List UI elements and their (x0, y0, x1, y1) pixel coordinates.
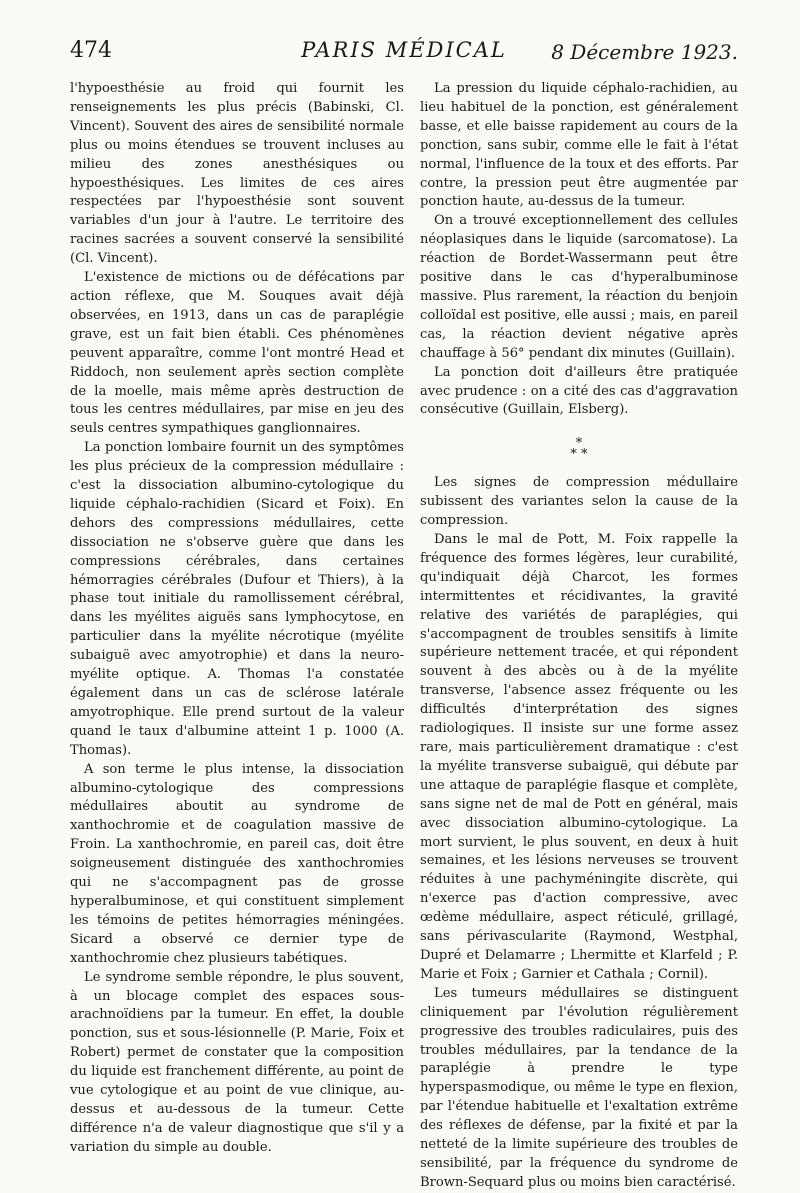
paragraph: La pression du liquide céphalo-rachidien, au lieu habituel de la ponction, est généralement basse, et elle baisse rapidement au cours de la ponction, sans subir, comme elle le fait à l'état normal, l'influence de la toux et des efforts. Par contre, la pression peut être augmentée par ponction haute, au-dessus de la tumeur. (420, 81, 738, 210)
page-header (70, 32, 738, 72)
left-column (70, 80, 404, 1158)
journal-title: PARIS MÉDICAL (301, 38, 507, 62)
paragraph: La ponction doit d'ailleurs être pratiquée avec prudence : on a cité des cas d'aggravation consécutive (Guillain, Elsberg). (420, 364, 738, 418)
right-column (420, 80, 738, 1193)
paragraph: Les signes de compression médullaire subissent des variantes selon la cause de la compression. (420, 475, 738, 529)
issue-date: 8 Décembre 1923. (551, 40, 738, 64)
paragraph: A son terme le plus intense, la dissociation albumino-cytologique des compressions médullaires aboutit au syndrome de xanthochromie et de coagulation massive de Froin. La xanthochromie, en pareil cas, doit être soigneusement distinguée des xanthochromies qui ne s'accompagnent pas de grosse hyperalbuminose, et qui constituent simplement les témoins de petites hémorragies méningées. Sicard a observé ce dernier type de xanthochromie chez plusieurs tabétiques. (70, 761, 404, 966)
paragraph: l'hypoesthésie au froid qui fournit les renseignements les plus précis (Babinski, Cl. Vincent). Souvent des aires de sensibilité normale plus ou moins étendues se trouvent incluses au milieu des zones anesthésiques ou hypoesthésiques. Les limites de ces aires respectées par l'hypoesthésie sont souvent variables d'un jour à l'autre. Le territoire des racines sacrées a souvent conservé la sensibilité (Cl. Vincent). (70, 81, 404, 267)
paragraph: Dans le mal de Pott, M. Foix rappelle la fréquence des formes légères, leur curabilité, qu'indiquait déjà Charcot, les formes intermittentes et récidivantes, la gravité relative des variétés de paraplégies, qui s'accompagnent de troubles sensitifs à limite supérieure nettement tracée, et qui répondent souvent à des abcès ou à de la myélite transverse, l'absence assez fréquente ou les difficultés d'interprétation des signes radiologiques. Il insiste sur une forme assez rare, mais particulièrement dramatique : c'est la myélite transverse subaiguë, qui débute par une attaque de paraplégie flasque et complète, sans signe net de mal de Pott en général, mais avec dissociation albumino-cytologique. La mort survient, le plus souvent, en deux à huit semaines, et les lésions nerveuses se trouvent réduites à une pachyméningite discrète, qui n'exerce pas d'action compressive, avec œdème médullaire, aspect réticulé, grillagé, sans périvascularite (Raymond, Westphal, Dupré et Delamarre ; Lhermitte et Klarfeld ; P. Marie et Foix ; Garnier et Cathala ; Cornil). (420, 532, 738, 982)
section-separator (420, 436, 738, 463)
separator-top: * (575, 436, 583, 452)
paragraph: On a trouvé exceptionnellement des cellules néoplasiques dans le liquide (sarcomatose). La réaction de Bordet-Wassermann peut être positive dans le cas d'hyperalbuminose massive. Plus rarement, la réaction du benjoin colloïdal est positive, elle aussi ; mais, en pareil cas, la réaction devient négative après chauffage à 56° pendant dix minutes (Guillain). (420, 213, 738, 361)
paragraph: L'existence de mictions ou de défécations par action réflexe, que M. Souques avait déjà observées, en 1913, dans un cas de paraplégie grave, est un fait bien établi. Ces phénomènes peuvent apparaître, comme l'ont montré Head et Riddoch, non seulement après section complète de la moelle, mais même après destruction de tous les centres médullaires, par mise en jeu des seuls centres sympathiques ganglionnaires. (70, 270, 404, 437)
paragraph: Le syndrome semble répondre, le plus souvent, à un blocage complet des espaces sous-arachnoïdiens par la tumeur. En effet, la double ponction, sus et sous-lésionnelle (P. Marie, Foix et Robert) permet de constater que la composition du liquide est franchement différente, au point de vue cytologique et au point de vue clinique, au-dessus et au-dessous de la tumeur. Cette différence n'a de valeur diagnostique que s'il y a variation du simple au double. (70, 969, 404, 1155)
paragraph: La ponction lombaire fournit un des symptômes les plus précieux de la compression médullaire : c'est la dissociation albumino-cytologique du liquide céphalo-rachidien (Sicard et Foix). En dehors des compressions médullaires, cette dissociation ne s'observe guère que dans les compressions cérébrales, dans certaines hémorragies cérébrales (Dufour et Thiers), à la phase tout initiale du ramollissement cérébral, dans les myélites aiguës sans lymphocytose, en particulier dans la myélite nécrotique (myélite subaiguë avec amyotrophie) et dans la neuro-myélite optique. A. Thomas l'a constatée également dans un cas de sclérose latérale amyotrophique. Elle prend surtout de la valeur quand le taux d'albumine atteint 1 p. 1000 (A. Thomas). (70, 440, 404, 758)
separator-bottom: * * (570, 447, 588, 463)
page-number: 474 (70, 38, 112, 63)
paragraph: Les tumeurs médullaires se distinguent cliniquement par l'évolution régulièrement progressive des troubles radiculaires, puis des troubles médullaires, par la tendance de la paraplégie à prendre le type hyperspasmodique, ou même le type en flexion, par l'étendue habituelle et l'exaltation extrême des réflexes de défense, par la fixité et par la netteté de la limite supérieure des troubles de sensibilité, par la fréquence du syndrome de Brown-Sequard plus ou moins bien caractérisé. (420, 985, 738, 1190)
